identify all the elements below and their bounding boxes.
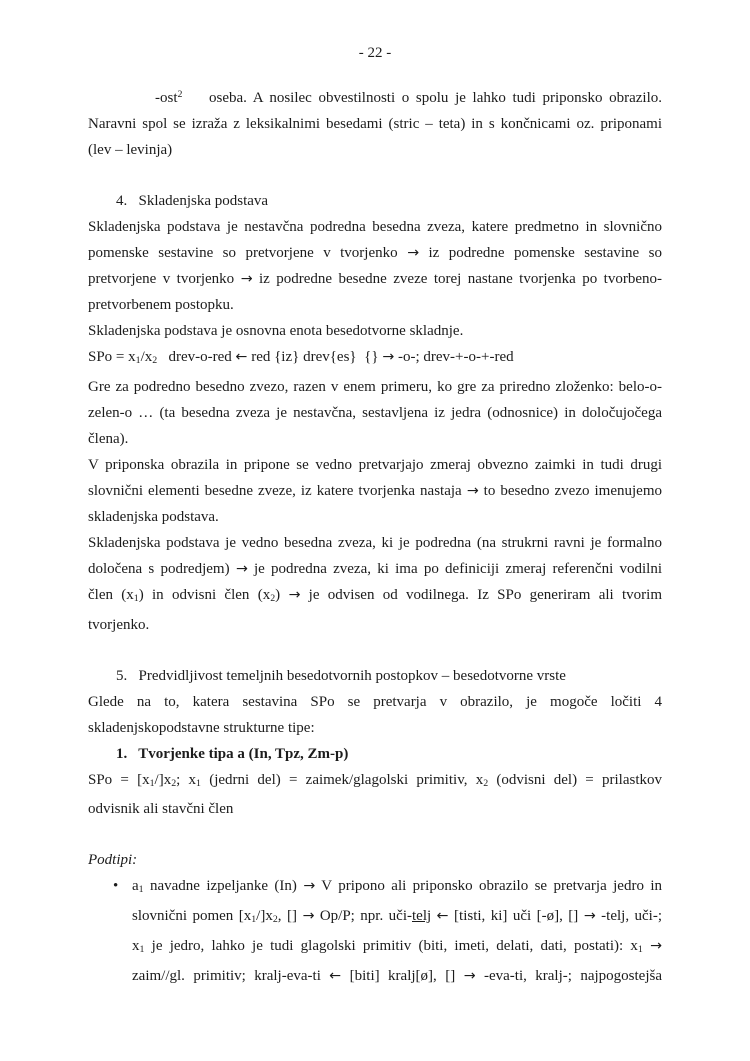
text-run: ; x: [176, 771, 197, 788]
text-run: pretvorjene v tvorjenko: [88, 270, 241, 287]
text-run: a: [132, 878, 139, 895]
text-run: /]x: [154, 771, 172, 788]
paragraph-spo-tip-a: [88, 767, 662, 823]
text-run-sub: 1: [138, 884, 144, 896]
paragraph-intro: [88, 82, 662, 163]
text-line: [88, 796, 662, 822]
text-run: pomenske sestavine so pretvorjene v tvorjenko: [88, 244, 408, 261]
text-run: iz podredne pomenske sestavine so: [419, 244, 662, 261]
arrow-left-icon: ←: [235, 348, 248, 365]
text-run: oseba. A nosilec obvestilnosti o spolu je lahko tudi priponsko obrazilo.: [182, 89, 662, 106]
text-line: [88, 663, 662, 689]
text-run-sub: 1: [149, 777, 155, 789]
text-line: [88, 344, 662, 374]
text-line: [88, 318, 662, 344]
arrow-left-icon: ←: [436, 908, 449, 925]
text-line: [132, 963, 662, 989]
text-run: je odvisen od vodilnega. Iz SPo generiram ali tvorim: [300, 586, 663, 603]
text-run: SPo = [x: [88, 771, 150, 788]
text-run: , []: [277, 908, 303, 925]
text-run: SPo = x: [88, 348, 136, 365]
text-line: [88, 111, 662, 137]
text-run-sub: 1: [139, 943, 145, 955]
text-run: [tisti, ki] uči [-ø], []: [448, 908, 584, 925]
arrow-right-icon: →: [463, 967, 476, 984]
text-run: slovnični pomen [x: [132, 908, 252, 925]
text-line: [88, 478, 662, 504]
text-line: [88, 689, 662, 715]
text-run-sub: 1: [135, 354, 141, 366]
text-line: [88, 426, 662, 452]
text-run: (odvisni del) = prilastkov: [488, 771, 662, 788]
arrow-right-icon: →: [235, 560, 248, 577]
text-run: ) in odvisni člen (x: [138, 586, 271, 603]
paragraph-priponska-obrazila: [88, 452, 662, 530]
arrow-right-icon: →: [303, 878, 316, 895]
text-line: [88, 400, 662, 426]
text-run: Naravni spol se izraža z leksikalnimi besedami (stric – teta) in s končnicami oz. priponami: [88, 115, 662, 132]
text-line: [88, 582, 662, 612]
text-run: pretvorbenem postopku.: [88, 296, 234, 313]
text-run: Skladenjska podstava je osnovna enota besedotvorne skladnje.: [88, 322, 464, 339]
text-run: [biti] kralj[ø], []: [341, 967, 464, 984]
text-run: -ost: [155, 89, 178, 106]
arrow-left-icon: ←: [329, 967, 342, 984]
formula-spo: [88, 344, 662, 374]
text-line: [88, 292, 662, 318]
text-run: ): [275, 586, 289, 603]
text-run-b: 1. Tvorjenke tipa a (In, Tpz, Zm-p): [116, 745, 349, 762]
blank-line: [88, 163, 662, 188]
text-run: -o-; drev-+-o-+-red: [394, 348, 514, 365]
text-run: člen (x: [88, 586, 134, 603]
text-line: [88, 240, 662, 266]
text-run: drev-o-red: [157, 348, 236, 365]
text-run: red {iz} drev{es} {}: [247, 348, 383, 365]
text-run: (lev – levinja): [88, 141, 173, 158]
text-run: -telj, uči-;: [595, 908, 663, 925]
arrow-right-icon: →: [650, 937, 662, 954]
text-run: iz podredne besedne zveze torej nastane tvorjenka po tvorbeno-: [252, 270, 662, 287]
text-line: [88, 214, 662, 240]
text-run-sup: 2: [177, 89, 183, 100]
text-run-sub: 1: [133, 592, 139, 604]
text-line: [88, 556, 662, 582]
blank-line: [88, 822, 662, 847]
text-line: [132, 933, 662, 963]
blank-line: [88, 638, 662, 663]
text-run: /]x: [256, 908, 273, 925]
paragraph-gre-za-podredno: [88, 374, 662, 452]
text-run: Glede na to, katera sestavina SPo se pretvarja v obrazilo, je mogoče ločiti 4: [88, 693, 662, 710]
text-run: skladenjskopodstavne strukturne tipe:: [88, 719, 315, 736]
text-run: x: [132, 937, 140, 954]
arrow-right-icon: →: [288, 586, 301, 603]
text-run: skladenjska podstava.: [88, 508, 219, 525]
paragraph-glede-na-to: [88, 689, 662, 741]
text-run-sub: 1: [196, 777, 201, 789]
text-run: [643, 938, 650, 954]
arrow-right-icon: →: [240, 270, 253, 287]
text-line: [132, 903, 662, 933]
text-run-u: telj: [412, 908, 432, 925]
text-line: [88, 137, 662, 163]
text-run: /x: [140, 348, 153, 365]
text-run: Skladenjska podstava je vedno besedna zveza, ki je podredna (na strukrni ravni je formalno: [88, 534, 662, 551]
paragraph-skladenjska-definicija: [88, 214, 662, 318]
text-line: [88, 767, 662, 797]
bullet-item-a1-izpeljanke: [88, 873, 662, 988]
paragraph-osnovna-enota: [88, 318, 662, 344]
text-line: [132, 873, 662, 903]
text-run: 5. Predvidljivost temeljnih besedotvornih postopkov – besedotvorne vrste: [116, 667, 566, 684]
text-run: zelen-o … (ta besedna zveza je nestavčna, sestavljena iz jedra (odnosnice) in določujočega: [88, 404, 662, 421]
text-run-sub: 2: [171, 777, 177, 789]
text-run-sub: 2: [272, 913, 278, 925]
text-run-sub: 2: [152, 354, 158, 366]
text-run: Gre za podredno besedno zvezo, razen v enem primeru, ko gre za priredno zloženko: belo-o-: [88, 378, 662, 395]
text-run-i: Podtipi:: [88, 852, 138, 869]
text-run: -eva-ti, kralj-; najpogostejša: [475, 967, 662, 984]
bullet-icon: •: [113, 878, 119, 895]
podtipi-label: [88, 847, 662, 873]
text-run: odvisnik ali stavčni člen: [88, 801, 234, 818]
text-line: [88, 504, 662, 530]
arrow-right-icon: →: [466, 482, 479, 499]
text-run-sub: 2: [270, 592, 276, 604]
text-run: to besedno zvezo imenujemo: [478, 482, 662, 499]
text-line: [88, 741, 662, 767]
text-run: (jedrni del) = zaimek/glagolski primitiv, x: [200, 771, 484, 788]
text-run: člena).: [88, 430, 129, 447]
arrow-right-icon: →: [302, 908, 315, 925]
text-run-sub: 1: [637, 943, 643, 955]
text-run: Skladenjska podstava je nestavčna podredna besedna zveza, katere predmetno in slovnično: [88, 218, 662, 235]
text-run: je podredna zveza, ki ima po definiciji zmeraj referenčni vodilni: [247, 560, 662, 577]
text-run: 4. Skladenjska podstava: [116, 192, 269, 209]
text-run: slovnični elementi besedne zveze, iz katere tvorjenka nastaja: [88, 482, 467, 499]
text-line: [88, 530, 662, 556]
bullet-item-text: [132, 873, 662, 988]
text-run: zaim//gl. primitiv; kralj-eva-ti: [132, 967, 330, 984]
heading-tvorjenke-tipa-a: [88, 741, 662, 767]
heading-4-skladenjska-podstava: [88, 188, 662, 214]
text-line: [88, 715, 662, 741]
text-line: [88, 452, 662, 478]
text-line: [88, 266, 662, 292]
text-line: [88, 847, 662, 873]
text-run-sub: 2: [483, 777, 489, 789]
text-line: [88, 374, 662, 400]
text-run: določena s podredjem): [88, 560, 236, 577]
text-run: tvorjenko.: [88, 616, 150, 633]
text-run: je jedro, lahko je tudi glagolski primitiv (biti, imeti, delati, dati, postati): x: [144, 937, 638, 954]
text-run: Op/P; npr. uči-: [314, 908, 412, 925]
arrow-right-icon: →: [382, 348, 395, 365]
heading-5-predvidljivost: [88, 663, 662, 689]
paragraph-vedno-besedna-zveza: [88, 530, 662, 638]
arrow-right-icon: →: [583, 908, 596, 925]
text-run: navadne izpeljanke (In): [143, 878, 304, 895]
text-line: [88, 188, 662, 214]
text-run: V pripono ali priponsko obrazilo se pretvarja jedro in: [315, 878, 662, 895]
arrow-right-icon: →: [407, 244, 420, 261]
text-line: [88, 612, 662, 638]
page-number: - 22 -: [358, 45, 392, 61]
text-run-sub: 1: [251, 913, 257, 925]
text-run: V priponska obrazila in pripone se vedno pretvarjajo zmeraj obvezno zaimki in tudi drugi: [88, 456, 662, 473]
text-line: [88, 82, 662, 111]
